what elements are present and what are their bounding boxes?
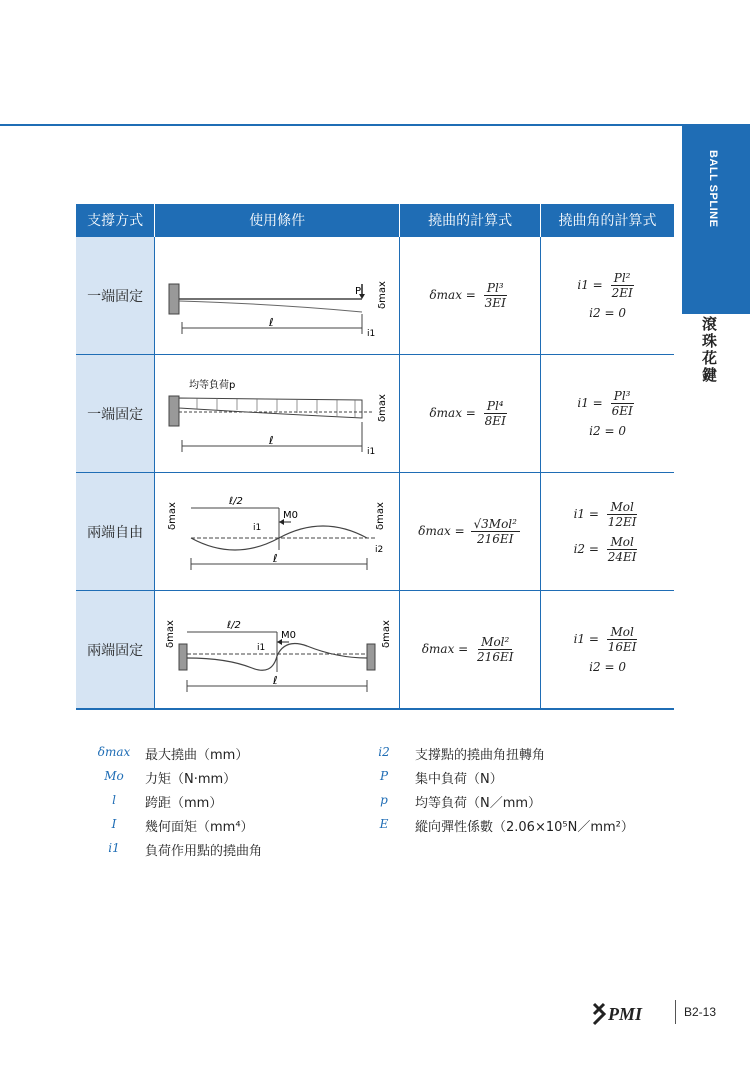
label-half-span: ℓ/2 — [229, 495, 244, 507]
label-uniform-load: 均等負荷p — [189, 379, 236, 391]
logo-text: PMI — [608, 1004, 643, 1024]
deflection-formula: δmax = $\frac{\text{Mol²}}{216EI}$ — [400, 591, 541, 710]
legend-symbol: p — [380, 793, 388, 807]
beam-diagram-free-moment — [155, 473, 400, 591]
label-angle: i1 — [367, 446, 376, 457]
label-deflection-right: δmax — [375, 501, 387, 530]
label-deflection-left: δmax — [165, 619, 177, 648]
legend-text: 幾何面矩（mm⁴） — [145, 820, 254, 835]
table-header-row — [76, 204, 674, 237]
table-row — [76, 237, 674, 355]
legend-symbol: δmax — [97, 745, 131, 759]
label-deflection: δmax — [377, 393, 389, 422]
header-angle: 撓曲角的計算式 — [541, 204, 674, 237]
angle-formula: i1 = $\frac{\text{Mol}}{12EI}$ i2 = $\frac{\text{Mol}}{24EI}$ — [541, 473, 674, 591]
support-type: 一端固定 — [76, 355, 155, 473]
label-span: ℓ — [273, 551, 278, 565]
label-span: ℓ — [273, 673, 278, 687]
legend-text: 最大撓曲（mm） — [145, 748, 249, 763]
label-span: ℓ — [269, 433, 274, 447]
legend-text: 均等負荷（N／mm） — [415, 796, 542, 811]
label-moment: M0 — [281, 629, 297, 641]
footer-divider — [675, 1000, 676, 1024]
label-deflection: δmax — [377, 280, 389, 309]
header-condition: 使用條件 — [155, 204, 400, 237]
angle-formula: i1 = $\frac{\text{Mol}}{16EI}$ i2 = 0 — [541, 591, 674, 710]
label-deflection-left: δmax — [167, 501, 179, 530]
deflection-table — [76, 204, 674, 710]
table-row — [76, 591, 674, 710]
section-tab-label-zh: 滾珠花鍵 — [700, 316, 718, 384]
legend-text: 支撐點的撓曲角扭轉角 — [415, 748, 546, 763]
legend-symbol: i2 — [378, 745, 390, 759]
support-type: 兩端自由 — [76, 473, 155, 591]
beam-diagram-cantilever-uniform — [155, 355, 400, 473]
angle-formula: i1 = $\frac{\text{Pl³}}{6EI}$ i2 = 0 — [541, 355, 674, 473]
label-deflection-right: δmax — [381, 619, 393, 648]
support-type: 一端固定 — [76, 237, 155, 355]
header-deflection: 撓曲的計算式 — [400, 204, 541, 237]
legend-text: 負荷作用點的撓曲角 — [145, 844, 263, 859]
legend-text: 力矩（N‧mm） — [145, 772, 237, 787]
legend-text: 縱向彈性係數（2.06×10⁵N／mm²） — [415, 820, 634, 835]
label-angle-i1: i1 — [257, 642, 266, 653]
deflection-formula: δmax = $\frac{\text{√3Mol²}}{216EI}$ — [400, 473, 541, 591]
legend-symbol: P — [379, 769, 389, 783]
section-tab-label-en: BALL SPLINE — [707, 150, 719, 228]
pmi-logo — [592, 1000, 672, 1026]
header-support: 支撐方式 — [76, 204, 155, 237]
legend-symbol: i1 — [108, 841, 120, 855]
label-angle-i1: i1 — [253, 522, 262, 533]
legend-symbol: I — [111, 817, 117, 831]
legend-symbol: l — [112, 793, 116, 807]
label-angle-i2: i2 — [375, 544, 384, 555]
legend-symbol: E — [379, 817, 389, 831]
label-half-span: ℓ/2 — [227, 619, 242, 631]
angle-formula: i1 = $\frac{\text{Pl²}}{2EI}$ i2 = 0 — [541, 237, 674, 355]
legend-text: 集中負荷（N） — [415, 772, 503, 787]
label-span: ℓ — [269, 315, 274, 329]
label-moment: M0 — [283, 509, 299, 521]
legend-symbol: Mo — [104, 769, 124, 783]
legend-text: 跨距（mm） — [145, 796, 223, 811]
table-row — [76, 473, 674, 591]
page-number: B2-13 — [684, 1005, 717, 1019]
deflection-formula: δmax = $\frac{\text{Pl³}}{3EI}$ — [400, 237, 541, 355]
label-load: P — [355, 285, 362, 297]
deflection-formula: δmax = $\frac{\text{Pl⁴}}{8EI}$ — [400, 355, 541, 473]
label-angle: i1 — [367, 328, 376, 339]
support-type: 兩端固定 — [76, 591, 155, 710]
beam-diagram-cantilever-point — [155, 237, 400, 355]
header-rule — [0, 124, 750, 126]
table-row — [76, 355, 674, 473]
beam-diagram-fixed-moment — [155, 591, 400, 710]
